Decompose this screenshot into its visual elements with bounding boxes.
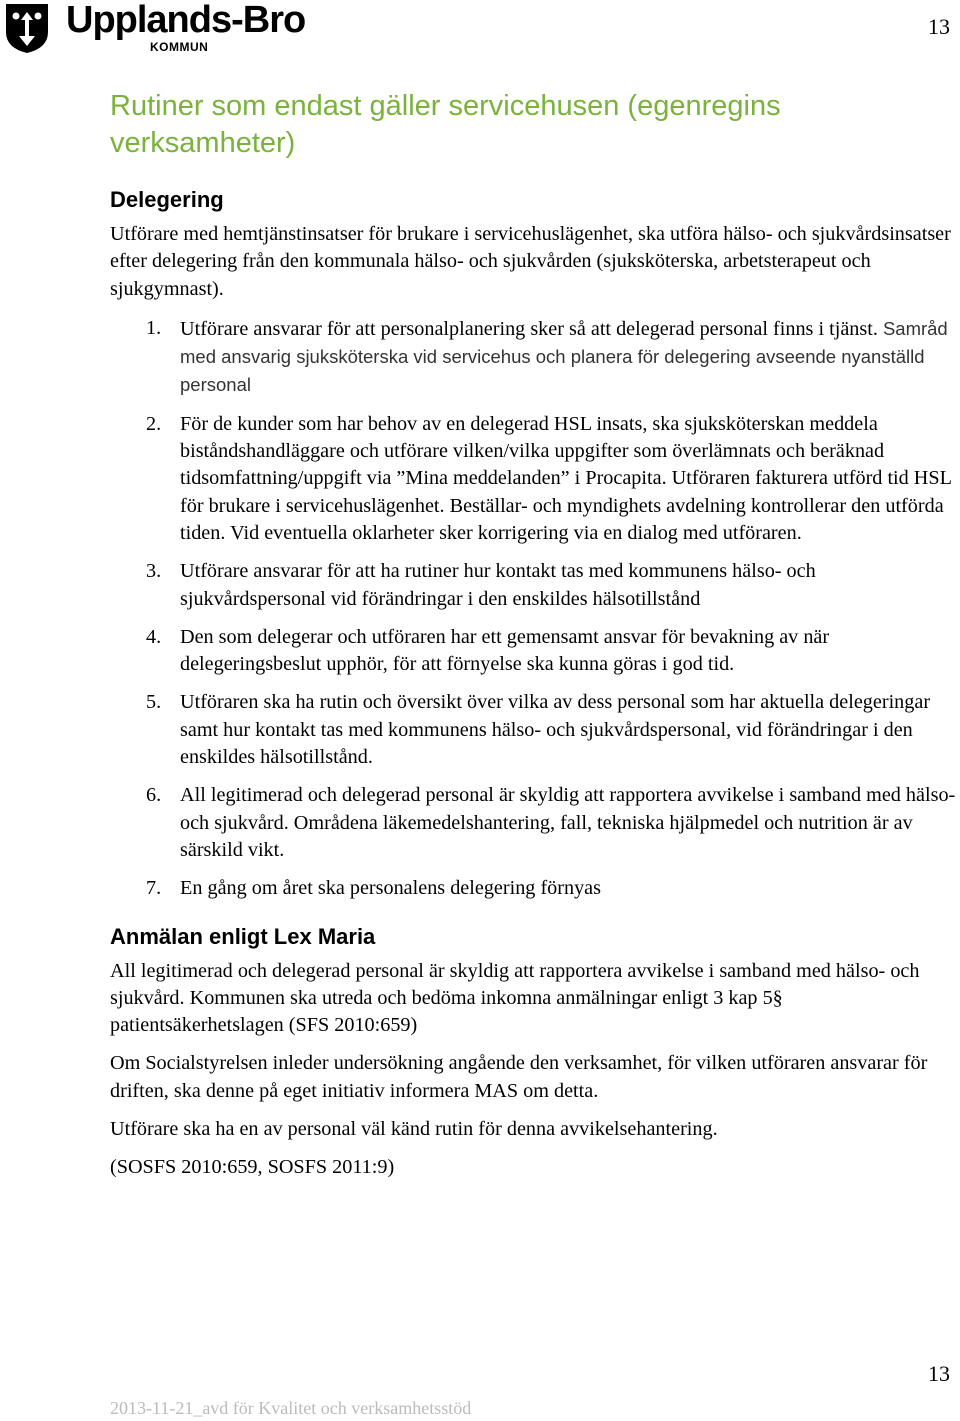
list-item	[110, 624, 960, 679]
lex-maria-paragraph: Om Socialstyrelsen inleder undersökning angående den verksamhet, för vilken utföraren ansvarar för driften, ska denne på eget initiativ informera MAS om detta.	[110, 1052, 928, 1102]
logo-subtext: KOMMUN	[150, 40, 209, 54]
lex-maria-paragraph: All legitimerad och delegerad personal är skyldig att rapportera avvikelse i samband med hälso- och sjukvård. Kommunen ska utreda och bedöma inkomna anmälningar enligt 3 kap 5§ patientsäkerhetslagen (SFS 2010:659)	[110, 959, 920, 1037]
section-heading-delegering: Delegering	[110, 187, 224, 212]
list-item-text: Utförare ansvarar för att ha rutiner hur kontakt tas med kommunens hälso- och sjukvårdspersonal vid förändringar i den enskildes hälsotillstånd	[180, 560, 816, 610]
list-item-text: Utförare ansvarar för att personalplanering sker så att delegerad personal finns i tjänst.	[180, 317, 883, 340]
lex-maria-reference: (SOSFS 2010:659, SOSFS 2011:9)	[110, 1156, 395, 1179]
list-item	[110, 875, 960, 902]
list-item-number: 3.	[146, 560, 162, 583]
list-item	[110, 689, 960, 771]
footer-text: 2013-11-21_avd för Kvalitet och verksamhetsstöd	[110, 1398, 472, 1418]
list-item-number: 2.	[146, 412, 162, 435]
logo-wordmark: Upplands-Bro	[66, 0, 306, 41]
list-item-text: All legitimerad och delegerad personal är skyldig att rapportera avvikelse i samband med hälso- och sjukvård. Områdena läkemedelshantering, fall, tekniska hjälpmedel och nutrition är av särskild vikt.	[180, 784, 956, 861]
page-number-top: 13	[928, 14, 950, 39]
page-title: Rutiner som endast gäller servicehusen (egenregins verksamheter)	[110, 90, 781, 159]
list-item	[110, 558, 960, 613]
list-item-number: 1.	[146, 316, 162, 339]
list-item-text: Den som delegerar och utföraren har ett gemensamt ansvar för bevakning av när delegeringsbeslut upphör, för att förnyelse ska kunna göras i god tid.	[180, 625, 830, 676]
list-item	[110, 411, 960, 547]
document-body	[110, 88, 960, 1193]
list-item	[110, 315, 960, 400]
delegering-intro: Utförare med hemtjänstinsatser för brukare i servicehuslägenhet, ska utföra hälso- och sjukvårdsinsatser efter delegering från den kommunala hälso- och sjukvården (sjuksköterska, arbetsterapeut och sjukgymnast).	[110, 223, 951, 300]
delegering-list	[110, 315, 960, 903]
coat-of-arms-icon	[4, 2, 50, 54]
municipality-logo	[4, 2, 334, 56]
list-item	[110, 782, 960, 864]
list-item-number: 6.	[146, 784, 162, 807]
page-number-bottom: 13	[928, 1361, 950, 1386]
list-item-text: Utföraren ska ha rutin och översikt över vilka av dess personal som har aktuella delegeringar samt hur kontakt tas med kommunens hälso- och sjukvårdspersonal, vid förändringar i den enskildes hälsotillstånd.	[180, 691, 931, 769]
lex-maria-paragraph: Utförare ska ha en av personal väl känd rutin för denna avvikelsehantering.	[110, 1118, 718, 1141]
list-item-number: 7.	[146, 877, 162, 900]
list-item-number: 4.	[146, 625, 162, 648]
list-item-text: För de kunder som har behov av en delegerad HSL insats, ska sjuksköterskan meddela biståndshandläggare och utförare vilken/vilka uppgifter som överlämnats och beräknad tidsomfattning/uppgift via ”Mina meddelanden” i Procapita. Utföraren fakturera utförd tid HSL för brukare i servicehuslägenhet. Beställar- och myndighets avdelning kontrollerar den utförda tiden. Vid eventuella oklarheter sker korrigering via en dialog med utföraren.	[180, 412, 952, 544]
list-item-text: En gång om året ska personalens delegering förnyas	[180, 877, 601, 900]
list-item-number: 5.	[146, 691, 162, 714]
list-item-text-sans: Samråd med ansvarig sjuksköterska vid servicehus och planera för delegering avseende nyanställd personal	[180, 317, 948, 396]
section-heading-lex-maria: Anmälan enligt Lex Maria	[110, 923, 376, 949]
